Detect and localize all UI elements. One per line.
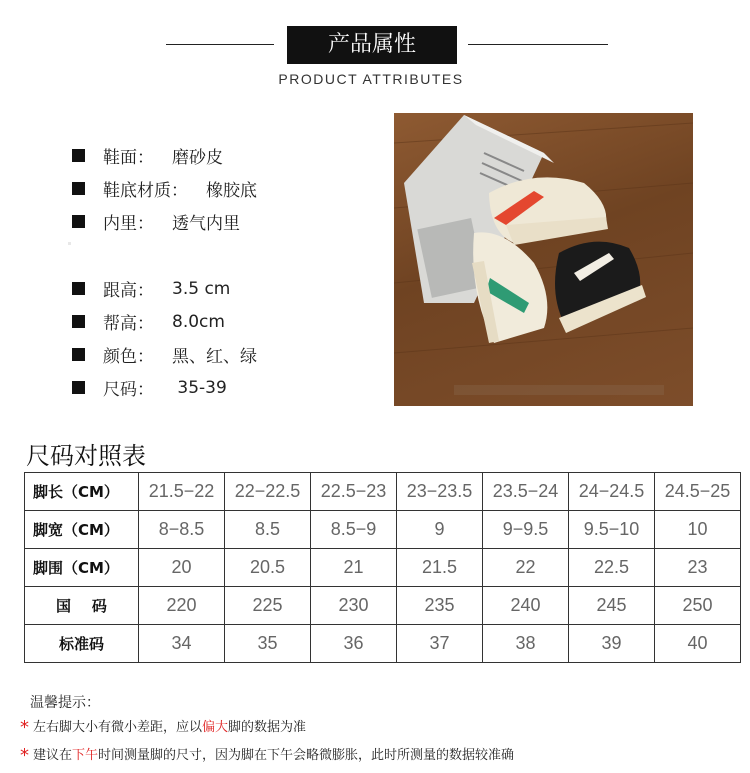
table-cell: 24−24.5 (569, 473, 655, 511)
table-row (25, 473, 741, 511)
attribute-value: 橡胶底 (206, 181, 257, 201)
table-cell: 23.5−24 (483, 473, 569, 511)
attribute-shaft-height (72, 309, 225, 334)
attribute-sole (72, 176, 257, 201)
table-cell: 35 (225, 625, 311, 663)
attribute-lining (72, 209, 240, 234)
attribute-label: 内里： (103, 214, 154, 234)
bullet-square-icon (72, 315, 85, 328)
table-cell: 22.5 (569, 549, 655, 587)
table-cell: 34 (139, 625, 225, 663)
table-cell: 9 (397, 511, 483, 549)
row-header: 脚长（CM） (25, 473, 139, 511)
table-cell: 21.5 (397, 549, 483, 587)
bullet-square-icon (72, 381, 85, 394)
section-subtitle: PRODUCT ATTRIBUTES (278, 71, 464, 87)
attribute-color (72, 342, 257, 367)
attribute-value: 3.5 cm (172, 278, 231, 299)
table-cell: 22 (483, 549, 569, 587)
row-header: 国 码 (25, 587, 139, 625)
header-line-left (166, 44, 274, 45)
attribute-heel-height (72, 276, 230, 301)
table-row (25, 511, 741, 549)
tip-item (20, 715, 306, 736)
attribute-label: 尺码： (103, 380, 154, 400)
table-cell: 220 (139, 587, 225, 625)
table-cell: 38 (483, 625, 569, 663)
tip-highlight: 下午 (72, 748, 99, 763)
table-cell: 23 (655, 549, 741, 587)
table-cell: 8.5 (225, 511, 311, 549)
table-row (25, 549, 741, 587)
size-chart-table (24, 472, 741, 663)
table-cell: 235 (397, 587, 483, 625)
attribute-label: 颜色： (103, 347, 154, 367)
tip-text: 左右脚大小有微小差距，应以 (33, 720, 203, 735)
tip-item (20, 743, 514, 764)
table-cell: 36 (311, 625, 397, 663)
table-cell: 23−23.5 (397, 473, 483, 511)
table-cell: 9.5−10 (569, 511, 655, 549)
bullet-square-icon (72, 348, 85, 361)
table-cell: 24.5−25 (655, 473, 741, 511)
table-cell: 37 (397, 625, 483, 663)
attribute-value: 8.0cm (172, 311, 225, 332)
table-cell: 240 (483, 587, 569, 625)
row-header: 脚围（CM） (25, 549, 139, 587)
asterisk-icon: * (20, 745, 29, 766)
table-cell: 9−9.5 (483, 511, 569, 549)
table-cell: 230 (311, 587, 397, 625)
attribute-value: 磨砂皮 (172, 148, 223, 168)
attribute-label: 鞋底材质： (103, 181, 188, 201)
table-row (25, 625, 741, 663)
bullet-square-icon (72, 215, 85, 228)
product-photo (394, 113, 693, 406)
tip-text: 脚的数据为准 (228, 720, 307, 735)
header-line-right (468, 44, 608, 45)
table-cell: 21.5−22 (139, 473, 225, 511)
tip-highlight: 偏大 (202, 720, 229, 735)
tip-text: 时间测量脚的尺寸，因为脚在下午会略微膨胀，此时所测量的数据较准确 (98, 748, 515, 763)
table-cell: 20.5 (225, 549, 311, 587)
table-cell: 20 (139, 549, 225, 587)
table-cell: 8−8.5 (139, 511, 225, 549)
table-cell: 40 (655, 625, 741, 663)
row-header: 脚宽（CM） (25, 511, 139, 549)
asterisk-icon: * (20, 717, 29, 738)
attribute-label: 鞋面： (103, 148, 154, 168)
bullet-square-icon (72, 149, 85, 162)
table-cell: 245 (569, 587, 655, 625)
section-title: 产品属性 (287, 26, 457, 64)
attribute-value: 35-39 (172, 377, 227, 398)
table-cell: 22−22.5 (225, 473, 311, 511)
table-cell: 21 (311, 549, 397, 587)
table-cell: 39 (569, 625, 655, 663)
table-cell: 225 (225, 587, 311, 625)
table-row (25, 587, 741, 625)
table-cell: 22.5−23 (311, 473, 397, 511)
sneakers-photo-illustration (394, 113, 693, 406)
attribute-value: 黑、红、绿 (172, 347, 257, 367)
attribute-label: 跟高： (103, 281, 154, 301)
tip-text: 建议在 (33, 748, 73, 763)
table-cell: 8.5−9 (311, 511, 397, 549)
table-cell: 10 (655, 511, 741, 549)
attribute-value: 透气内里 (172, 214, 240, 234)
attribute-size (72, 375, 227, 400)
attribute-label: 帮高： (103, 314, 154, 334)
bullet-square-icon (72, 282, 85, 295)
bullet-square-icon (72, 182, 85, 195)
tips-title: 温馨提示： (30, 695, 100, 711)
divider-dot (68, 242, 71, 245)
attribute-upper (72, 143, 223, 168)
row-header: 标准码 (25, 625, 139, 663)
table-cell: 250 (655, 587, 741, 625)
size-chart-title: 尺码对照表 (26, 442, 146, 470)
